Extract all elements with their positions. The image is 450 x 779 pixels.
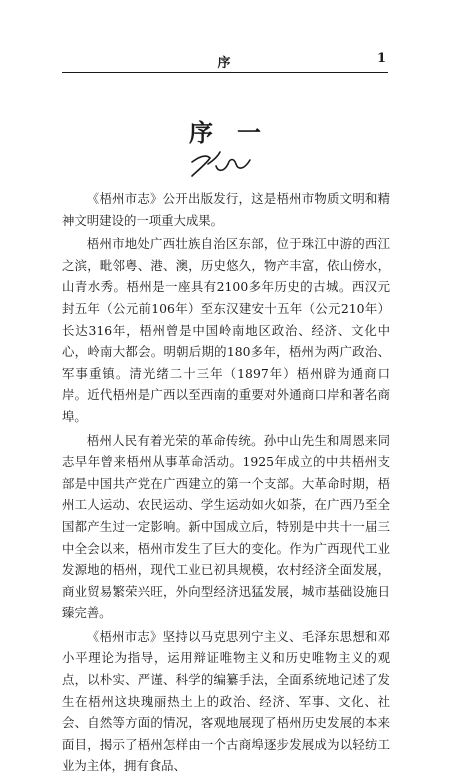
- paragraph: 《梧州市志》公开出版发行，这是梧州市物质文明和精神文明建设的一项重大成果。: [62, 191, 390, 228]
- preface-body: [62, 188, 390, 779]
- page-number: 1: [376, 51, 386, 66]
- paragraph: 梧州市地处广西壮族自治区东部，位于珠江中游的西江之滨，毗邻粤、港、澳，历史悠久，物产丰富，依山傍水，山青水秀。梧州是一座具有2100多年历史的古城。西汉元封五年（公元前106年）至东汉建安十五年（公元210年）长达316年，梧州曾是中国岭南地区政治、经济、文化中心，岭南大都会。明朝后期的180多年，梧州为两广政治、军事重镇。清光绪二十三年（1897年）梧州辟为通商口岸。近代梧州是广西以至西南的重要对外通商口岸和著名商埠。: [62, 236, 390, 424]
- paragraph: 梧州人民有着光荣的革命传统。孙中山先生和周恩来同志早年曾来梧州从事革命活动。1925年成立的中共梧州支部是中国共产党在广西建立的第一个支部。大革命时期，梧州工人运动、农民运动、学生运动如火如荼，在广西乃至全国都产生过一定影响。新中国成立后，特别是中共十一届三中全会以来，梧州市发生了巨大的变化。作为广西现代工业发源地的梧州，现代工业已初具规模，农村经济全面发展，商业贸易繁荣兴旺，外向型经济迅猛发展，城市基础设施日臻完善。: [62, 432, 390, 621]
- preface-title: 序一: [189, 118, 285, 147]
- running-header: [62, 50, 388, 73]
- paragraph: 《梧州市志》坚持以马克思列宁主义、毛泽东思想和邓小平理论为指导，运用辩证唯物主义和历史唯物主义的观点，以朴实、严谨、科学的编纂手法，全面系统地记述了发生在梧州这块瑰丽热土上的政治、经济、军事、文化、社会、自然等方面的情况，客观地展现了梧州历史发展的本来面目，揭示了梧州怎样由一个古商埠逐步发展成为以轻纺工业为主体，拥有食品、: [62, 628, 390, 774]
- handwritten-signature: [186, 142, 256, 182]
- running-title: 序: [217, 56, 233, 71]
